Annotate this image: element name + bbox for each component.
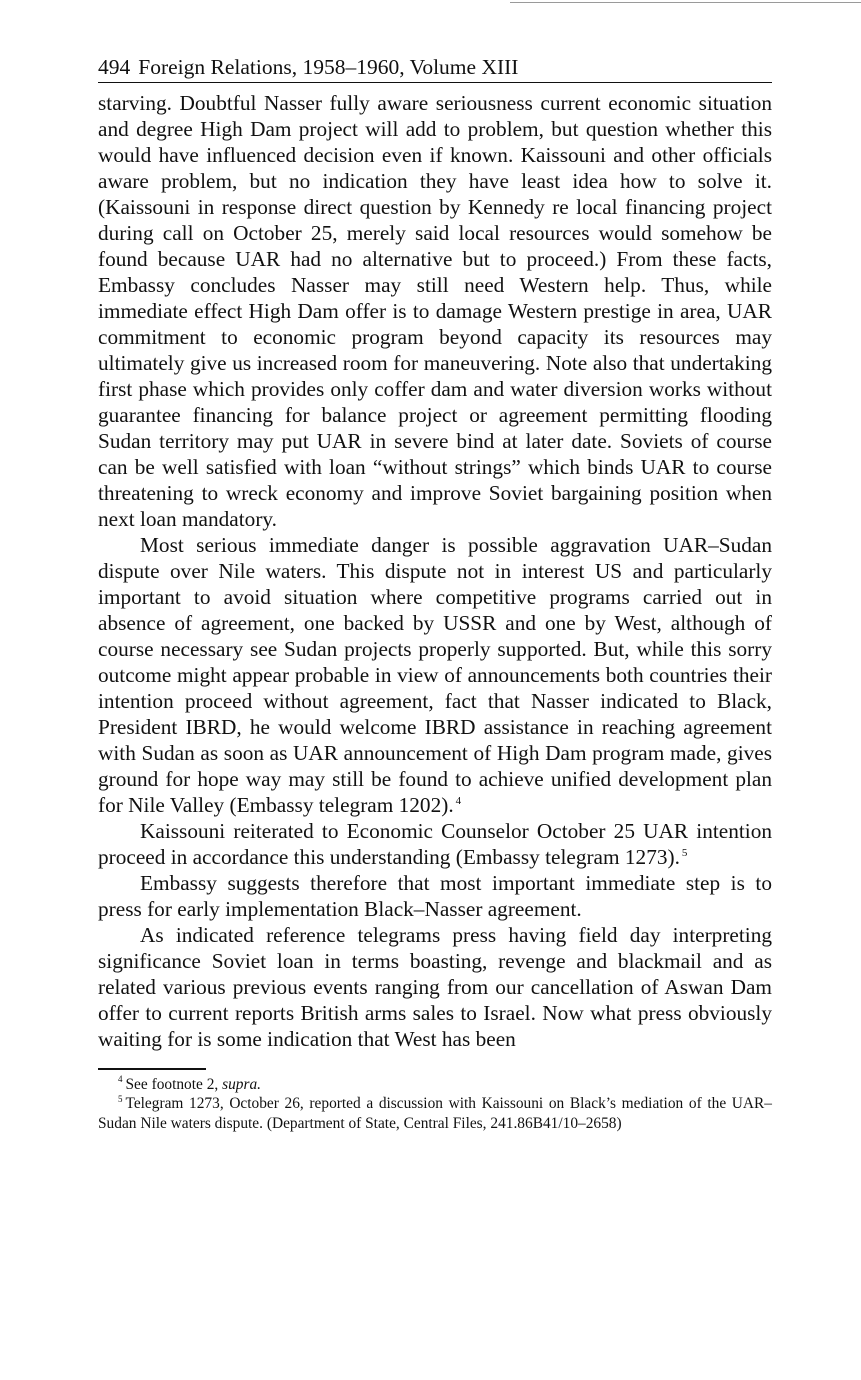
page-number: 494 [98,55,131,79]
paragraph-5: As indicated reference telegrams press having field day interpreting significance Soviet loan in terms boasting, revenge and blackmail and as related various previous events ranging from our cancellation of Aswan Dam offer to current reports British arms sales to Israel. Now what press obviously waiting for is some indication that West has been [98,923,772,1051]
paragraph-1: starving. Doubtful Nasser fully aware seriousness current economic situation and degree High Dam project will add to problem, but question whether this would have influenced decision even if known. Kaissouni and other officials aware problem, but no indication they have least idea how to solve it. (Kaissouni in response direct question by Kennedy re local financing project during call on October 25, merely said local resources would somehow be found because UAR had no alternative but to proceed.) From these facts, Embassy concludes Nasser may still need Western help. Thus, while immediate effect High Dam offer is to damage Western prestige in area, UAR commitment to economic program beyond capacity its resources may ultimately give us increased room for maneuvering. Note also that undertaking first phase which provides only coffer dam and water diversion works without guarantee financing for balance project or agreement permitting flooding Sudan territory may put UAR in severe bind at later date. Soviets of course can be well satisfied with loan “without strings” which binds UAR to course threatening to wreck economy and improve Soviet bargaining position when next loan mandatory. [98,91,772,531]
footnote-rule [98,1068,206,1070]
footnote-4: $^4$ See footnote 2, supra. [118,1074,262,1093]
paragraph-3: Kaissouni reiterated to Economic Counselor October 25 UAR intention proceed in accordance this understanding (Embassy telegram 1273). $^5$ [98,819,772,869]
document-page [98,52,772,1133]
body-text [98,90,772,1052]
running-head [98,52,772,83]
footnote-ref-4[interactable]: 4 [455,794,462,807]
footnote-5: $^5$ Telegram 1273, October 26, reported a discussion with Kaissouni on Black’s mediation of the UAR–Sudan Nile waters dispute. (Department of State, Central Files, 241.86B41/10–2658) [98,1093,772,1132]
footnotes [98,1075,772,1134]
paragraph-4: Embassy suggests therefore that most important immediate step is to press for early implementation Black–Nasser agreement. [98,871,772,921]
volume-title: Foreign Relations, 1958–1960, Volume XIII [138,55,519,79]
footnote-ref-5[interactable]: 5 [681,846,688,859]
paragraph-2: Most serious immediate danger is possible aggravation UAR–Sudan dispute over Nile waters. This dispute not in interest US and particularly important to avoid situation where competitive programs carried out in absence of agreement, one backed by USSR and one by West, although of course necessary see Sudan projects properly supported. But, while this sorry outcome might appear probable in view of announcements both countries their intention proceed without agreement, fact that Nasser indicated to Black, President IBRD, he would welcome IBRD assistance in reaching agreement with Sudan as soon as UAR announcement of High Dam program made, gives ground for hope way may still be found to achieve unified development plan for Nile Valley (Embassy telegram 1202). $^4$ [98,533,772,817]
scan-edge-line [510,2,861,3]
